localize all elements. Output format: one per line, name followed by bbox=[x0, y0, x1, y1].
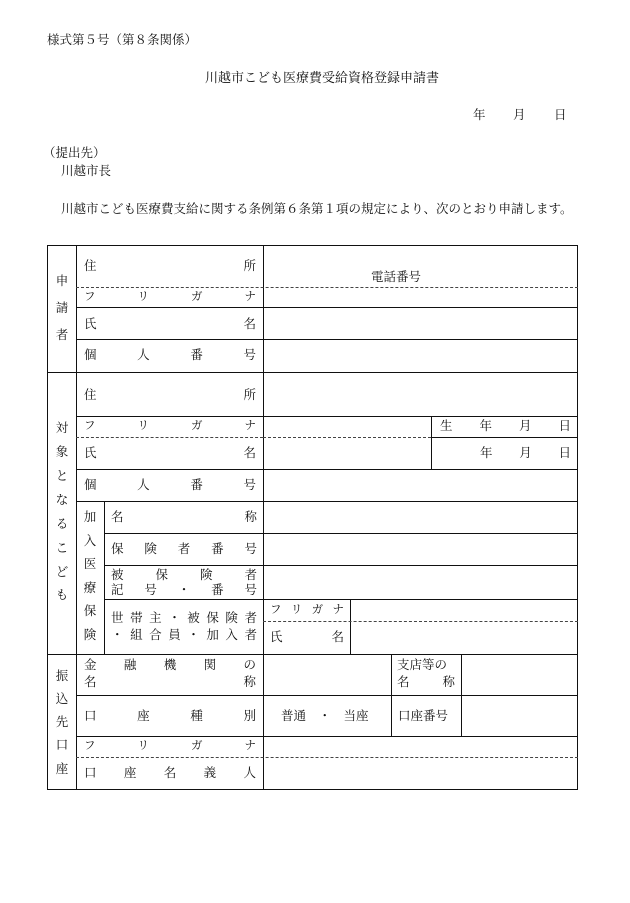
date-day: 日 bbox=[554, 107, 567, 122]
policy-holder-furigana-label: フ リ ガ ナ bbox=[270, 602, 344, 616]
account-type-label: 口 座 種 別 bbox=[84, 708, 256, 723]
bank-institution-label-line2: 名 称 bbox=[84, 674, 256, 689]
child-birthdate-label: 生 年 月 日 bbox=[440, 418, 571, 433]
child-furigana-label: フ リ ガ ナ bbox=[84, 418, 256, 432]
account-type-options[interactable]: 普通 ・ 当座 bbox=[281, 708, 369, 723]
account-holder-label: 口 座 名 義 人 bbox=[84, 765, 256, 780]
policy-holder-label-line1: 世 帯 主 ・ 被 保 険 者 bbox=[111, 610, 257, 625]
child-personal-number-label: 個 人 番 号 bbox=[84, 477, 256, 492]
applicant-phone-label: 電話番号 bbox=[371, 269, 422, 284]
bank-institution-label-line1: 金 融 機 関 の bbox=[84, 657, 256, 672]
child-section-label: 対 象 と な る こ ど も bbox=[55, 420, 69, 603]
applicant-personal-number-label: 個 人 番 号 bbox=[84, 347, 256, 362]
child-birthdate-ymd: 年 月 日 bbox=[480, 445, 571, 460]
policy-holder-label-line2: ・ 組 合 員 ・ 加 入 者 bbox=[111, 627, 257, 642]
insurance-section-label: 加 入 医 療 保 険 bbox=[83, 509, 97, 642]
applicant-section-label: 申 請 者 bbox=[55, 273, 69, 342]
account-number-label: 口座番号 bbox=[398, 708, 449, 723]
branch-label-line2: 名 称 bbox=[397, 674, 455, 689]
insurer-number-label: 保 険 者 番 号 bbox=[111, 541, 257, 556]
form-number: 様式第５号（第８条関係） bbox=[47, 32, 198, 47]
policy-holder-name-label: 氏 名 bbox=[270, 629, 344, 644]
bank-section-label: 振 込 先 口 座 bbox=[55, 668, 69, 776]
child-name-label: 氏 名 bbox=[84, 445, 256, 460]
submit-to-label: （提出先） bbox=[43, 145, 106, 160]
insurer-name-label: 名 称 bbox=[111, 509, 257, 524]
applicant-address-label: 住 所 bbox=[84, 258, 256, 273]
date-month: 月 bbox=[513, 107, 526, 122]
child-address-label: 住 所 bbox=[84, 387, 256, 402]
recipient: 川越市長 bbox=[61, 163, 112, 178]
insured-card-label-line2: 記 号 ・ 番 号 bbox=[111, 582, 257, 597]
date-year: 年 bbox=[473, 107, 486, 122]
form-title: 川越市こども医療費受給資格登録申請書 bbox=[205, 71, 440, 86]
applicant-furigana-label: フ リ ガ ナ bbox=[84, 289, 256, 303]
insured-card-label-line1: 被 保 険 者 bbox=[111, 567, 257, 582]
branch-label-line1: 支店等の bbox=[397, 657, 448, 672]
intro-paragraph: 川越市こども医療費支給に関する条例第６条第１項の規定により、次のとおり申請します。 bbox=[61, 201, 573, 216]
applicant-name-label: 氏 名 bbox=[84, 316, 256, 331]
account-furigana-label: フ リ ガ ナ bbox=[84, 738, 256, 752]
